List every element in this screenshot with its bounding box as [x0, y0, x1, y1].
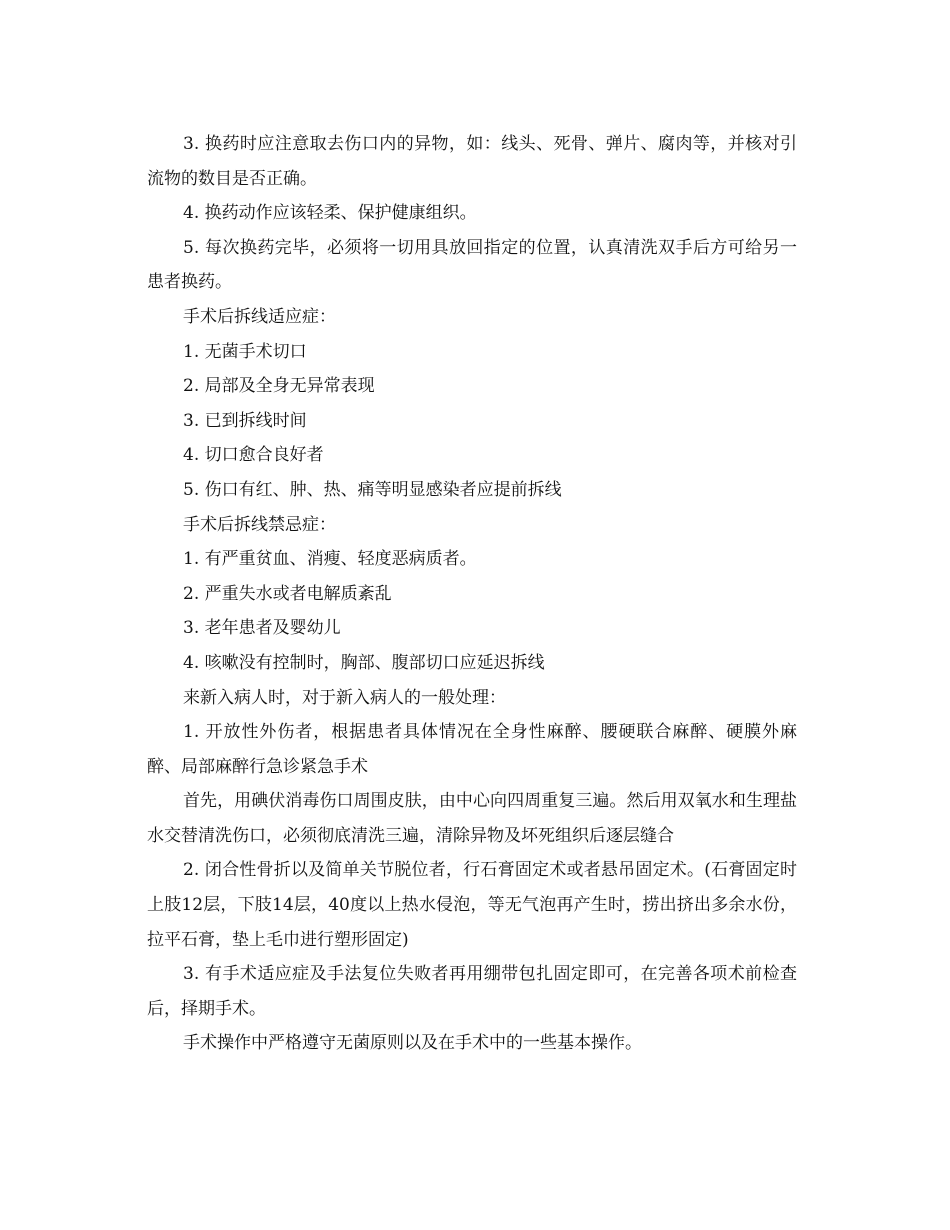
paragraph-aseptic-principle: 手术操作中严格遵守无菌原则以及在手术中的一些基本操作。: [183, 1033, 642, 1054]
paragraph-open-injury: 1. 开放性外伤者，根据患者具体情况在全身性麻醉、腰硬联合麻醉、硬膜外麻醉、局部麻醉行急诊紧急手术: [147, 722, 797, 777]
list-item: 1. 有严重贫血、消瘦、轻度恶病质者。: [183, 549, 477, 570]
paragraph-closed-fracture: 2. 闭合性骨折以及简单关节脱位者，行石膏固定术或者悬吊固定术。(石膏固定时上肢12层，下肢14层，40度以上热水侵泡，等无气泡再产生时，捞出挤出多余水份，拉平石膏，垫上毛巾进行塑形固定): [147, 860, 797, 950]
list-item: 3. 老年患者及婴幼儿: [183, 618, 341, 639]
paragraph-dressing-foreign-body: 3. 换药时应注意取去伤口内的异物，如：线头、死骨、弹片、腐肉等，并核对引流物的数目是否正确。: [147, 134, 797, 189]
paragraph-dressing-gentle: 4. 换药动作应该轻柔、保护健康组织。: [183, 203, 477, 224]
paragraph-wound-disinfection: 首先，用碘伏消毒伤口周围皮肤，由中心向四周重复三遍。然后用双氧水和生理盐水交替清洗伤口，必须彻底清洗三遍，清除异物及坏死组织后逐层缝合: [147, 791, 797, 846]
list-item: 4. 咳嗽没有控制时，胸部、腹部切口应延迟拆线: [183, 652, 545, 673]
document-body: [147, 127, 797, 1061]
heading-new-patient-handling: 来新入病人时，对于新入病人的一般处理：: [183, 687, 506, 708]
heading-suture-removal-contraindications: 手术后拆线禁忌症：: [183, 514, 336, 535]
list-item: 2. 局部及全身无异常表现: [183, 376, 375, 397]
heading-suture-removal-indications: 手术后拆线适应症：: [183, 306, 336, 327]
list-item: 1. 无菌手术切口: [183, 341, 307, 362]
list-item: 4. 切口愈合良好者: [183, 445, 324, 466]
paragraph-dressing-cleanup: 5. 每次换药完毕，必须将一切用具放回指定的位置，认真清洗双手后方可给另一患者换药。: [147, 237, 797, 293]
list-item: 3. 已到拆线时间: [183, 410, 307, 431]
list-item: 2. 严重失水或者电解质紊乱: [183, 583, 392, 604]
paragraph-surgical-indication: 3. 有手术适应症及手法复位失败者再用绷带包扎固定即可，在完善各项术前检查后，择期手术。: [147, 964, 797, 1019]
list-item: 5. 伤口有红、肿、热、痛等明显感染者应提前拆线: [183, 479, 562, 500]
